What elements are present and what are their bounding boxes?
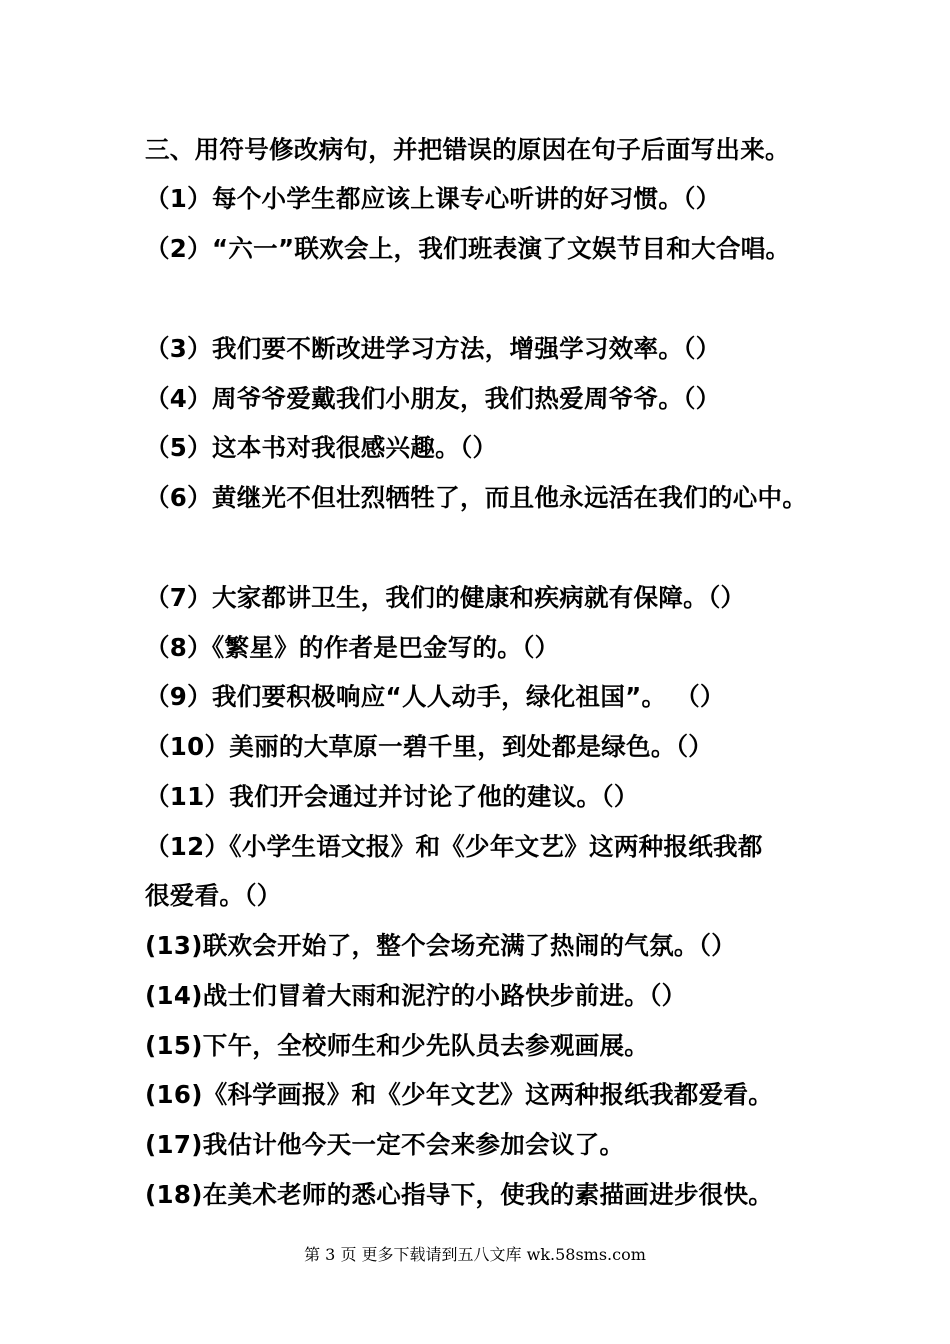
- sentence-12-continued: 很爱看。（）: [145, 881, 282, 910]
- sentence-15: (15)下午，全校师生和少先队员去参观画展。: [145, 1031, 650, 1060]
- sentence-6: （6）黄继光不但壮烈牺牲了，而且他永远活在我们的心中。: [145, 483, 808, 512]
- sentence-1: （1）每个小学生都应该上课专心听讲的好习惯。（）: [145, 184, 721, 213]
- section-heading: 三、用符号修改病句，并把错误的原因在句子后面写出来。: [145, 135, 790, 164]
- sentence-10: （10）美丽的大草原一碧千里，到处都是绿色。（）: [145, 732, 714, 761]
- sentence-8: （8）《繁星》的作者是巴金写的。（）: [145, 633, 560, 662]
- sentence-12: （12）《小学生语文报》和《少年文艺》这两种报纸我都: [145, 832, 763, 861]
- sentence-3: （3）我们要不断改进学习方法，增强学习效率。（）: [145, 334, 721, 363]
- sentence-2: （2）“六一”联欢会上，我们班表演了文娱节目和大合唱。: [145, 234, 791, 263]
- page-footer: 第 3 页 更多下载请到五八文库 wk.58sms.com: [304, 1245, 646, 1264]
- sentence-17: (17)我估计他今天一定不会来参加会议了。: [145, 1130, 625, 1159]
- sentence-5: （5）这本书对我很感兴趣。（）: [145, 433, 498, 462]
- sentence-16: (16)《科学画报》和《少年文艺》这两种报纸我都爱看。: [145, 1080, 774, 1109]
- sentence-9: （9）我们要积极响应“人人动手，绿化祖国”。 （）: [145, 682, 725, 711]
- sentence-4: （4）周爷爷爱戴我们小朋友，我们热爱周爷爷。（）: [145, 384, 721, 413]
- sentence-13: (13)联欢会开始了，整个会场充满了热闹的气氛。（）: [145, 931, 737, 960]
- sentence-11: （11）我们开会通过并讨论了他的建议。（）: [145, 782, 639, 811]
- sentence-7: （7）大家都讲卫生，我们的健康和疾病就有保障。（）: [145, 583, 746, 612]
- sentence-18: (18)在美术老师的悉心指导下，使我的素描画进步很快。: [145, 1180, 774, 1209]
- sentence-14: (14)战士们冒着大雨和泥泞的小路快步前进。（）: [145, 981, 687, 1010]
